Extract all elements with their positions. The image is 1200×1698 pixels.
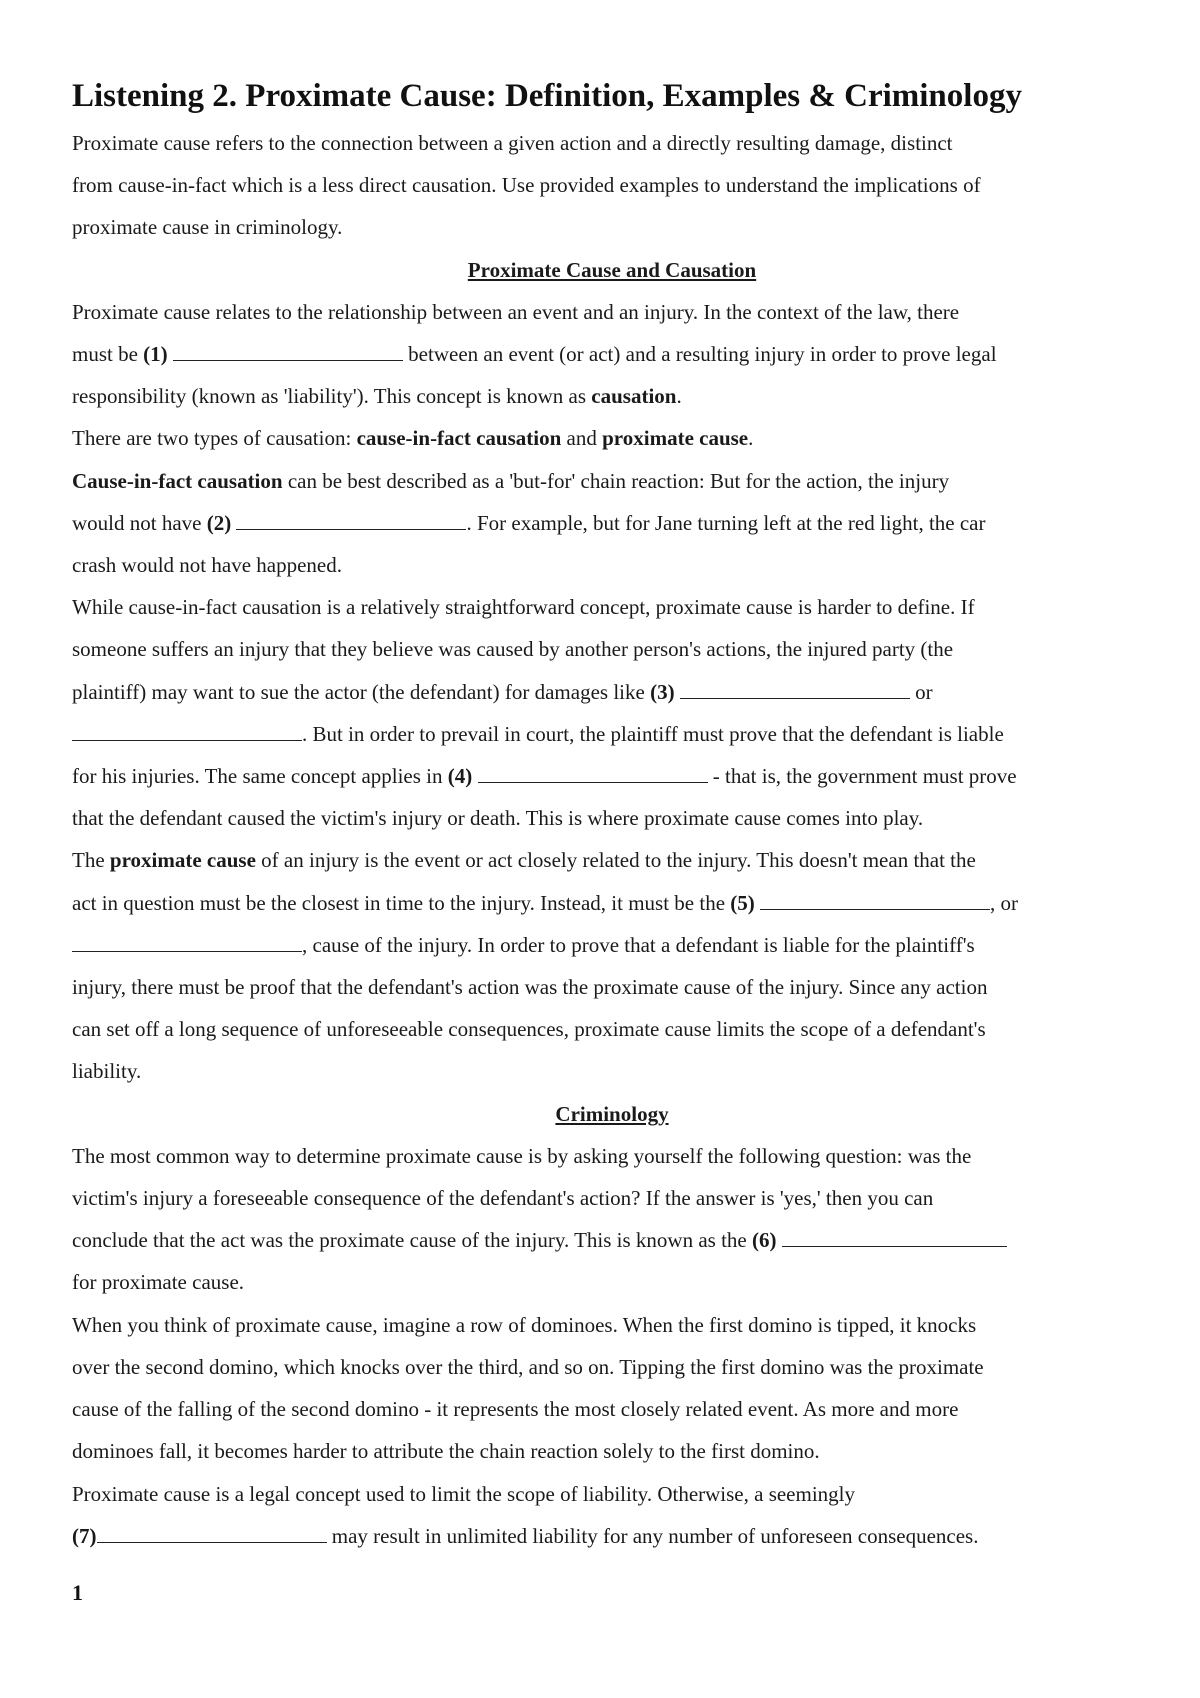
text-line: crash would not have happened. (72, 553, 342, 578)
fill-in-blank-5a[interactable] (760, 889, 990, 910)
fill-in-blank-2[interactable] (236, 509, 466, 530)
text-line: There are two types of causation: cause-in-fact causation and proximate cause. (72, 426, 754, 451)
paragraph-dominoes (72, 1304, 1152, 1473)
paragraph-cause-in-fact (72, 460, 1152, 587)
text-line: someone suffers an injury that they believe was caused by another person's actions, the injured party (the (72, 637, 954, 662)
text-line: cause of the falling of the second domino - it represents the most closely related event. As more and more (72, 1397, 959, 1422)
text-line: . But in order to prevail in court, the plaintiff must prove that the defendant is liable (72, 713, 1152, 755)
text-line: The proximate cause of an injury is the event or act closely related to the injury. This doesn't mean that the (72, 848, 976, 873)
page-title: Listening 2. Proximate Cause: Definition, Examples & Criminology (72, 78, 1022, 114)
section-heading-criminology: Criminology (555, 1101, 669, 1126)
text-line: victim's injury a foreseeable consequence of the defendant's action? If the answer is 'yes,' then you can (72, 1186, 934, 1211)
text-line: from cause-in-fact which is a less direct causation. Use provided examples to understand the implications of (72, 173, 981, 198)
paragraph-causation (72, 291, 1152, 418)
text-line: act in question must be the closest in time to the injury. Instead, it must be the (5) , or (72, 890, 1019, 915)
fill-in-blank-5b[interactable] (72, 931, 302, 952)
paragraph-proximate-cause-definition (72, 839, 1152, 1092)
blank-number: (5) (730, 890, 755, 915)
document-page (72, 72, 1152, 1557)
text-line: can set off a long sequence of unforeseeable consequences, proximate cause limits the scope of a defendant's (72, 1017, 986, 1042)
blank-number: (3) (650, 679, 675, 704)
text-line: While cause-in-fact causation is a relatively straightforward concept, proximate cause is harder to define. If (72, 595, 975, 620)
fill-in-blank-1[interactable] (173, 340, 403, 361)
fill-in-blank-3b[interactable] (72, 720, 302, 741)
text-line: for proximate cause. (72, 1270, 245, 1295)
text-line: responsibility (known as 'liability'). This concept is known as causation. (72, 384, 682, 409)
fill-in-blank-7[interactable] (97, 1522, 327, 1543)
text-line: Cause-in-fact causation can be best described as a 'but-for' chain reaction: But for the action, the injury (72, 468, 950, 493)
text-line: dominoes fall, it becomes harder to attribute the chain reaction solely to the first domino. (72, 1439, 820, 1464)
page-number: 1 (72, 1580, 83, 1605)
text-line: over the second domino, which knocks over the third, and so on. Tipping the first domino was the proximate (72, 1354, 984, 1379)
text-line: plaintiff) may want to sue the actor (the defendant) for damages like (3) or (72, 679, 933, 704)
fill-in-blank-4[interactable] (478, 762, 708, 783)
text-line: for his injuries. The same concept applies in (4) - that is, the government must prove (72, 764, 1017, 789)
blank-number: (1) (143, 342, 168, 367)
paragraph-liability-scope (72, 1473, 1152, 1557)
section-heading-causation: Proximate Cause and Causation (467, 257, 757, 282)
paragraph-types-of-causation (72, 417, 1152, 459)
text-line: Proximate cause is a legal concept used to limit the scope of liability. Otherwise, a seemingly (72, 1481, 856, 1506)
blank-number: (2) (206, 510, 232, 535)
text-line: Proximate cause refers to the connection between a given action and a directly resulting damage, distinct (72, 131, 953, 155)
intro-paragraph (72, 122, 1152, 249)
blank-number: (7) (72, 1523, 97, 1548)
text-line: Proximate cause relates to the relationship between an event and an injury. In the context of the law, there (72, 299, 960, 324)
paragraph-proximate-cause-intro (72, 586, 1152, 839)
text-line: The most common way to determine proximate cause is by asking yourself the following question: was the (72, 1143, 972, 1168)
text-line: When you think of proximate cause, imagine a row of dominoes. When the first domino is tipped, it knocks (72, 1312, 977, 1337)
text-line: must be (1) between an event (or act) and a resulting injury in order to prove legal (72, 342, 997, 367)
text-line: injury, there must be proof that the defendant's action was the proximate cause of the injury. Since any action (72, 975, 988, 1000)
text-line: (7) may result in unlimited liability for any number of unforeseen consequences. (72, 1523, 979, 1548)
blank-number: (4) (447, 764, 473, 789)
text-line: conclude that the act was the proximate cause of the injury. This is known as the (6) (72, 1219, 1152, 1261)
blank-number: (6) (751, 1228, 777, 1253)
text-line: , cause of the injury. In order to prove that a defendant is liable for the plaintiff's (72, 924, 1152, 966)
text-line: proximate cause in criminology. (72, 215, 343, 240)
fill-in-blank-6[interactable] (782, 1226, 1007, 1247)
paragraph-foreseeability (72, 1135, 1152, 1304)
text-line: that the defendant caused the victim's injury or death. This is where proximate cause comes into play. (72, 806, 924, 831)
text-line: would not have (2) . For example, but for Jane turning left at the red light, the car (72, 510, 986, 535)
text-line: liability. (72, 1059, 142, 1084)
fill-in-blank-3a[interactable] (680, 678, 910, 699)
